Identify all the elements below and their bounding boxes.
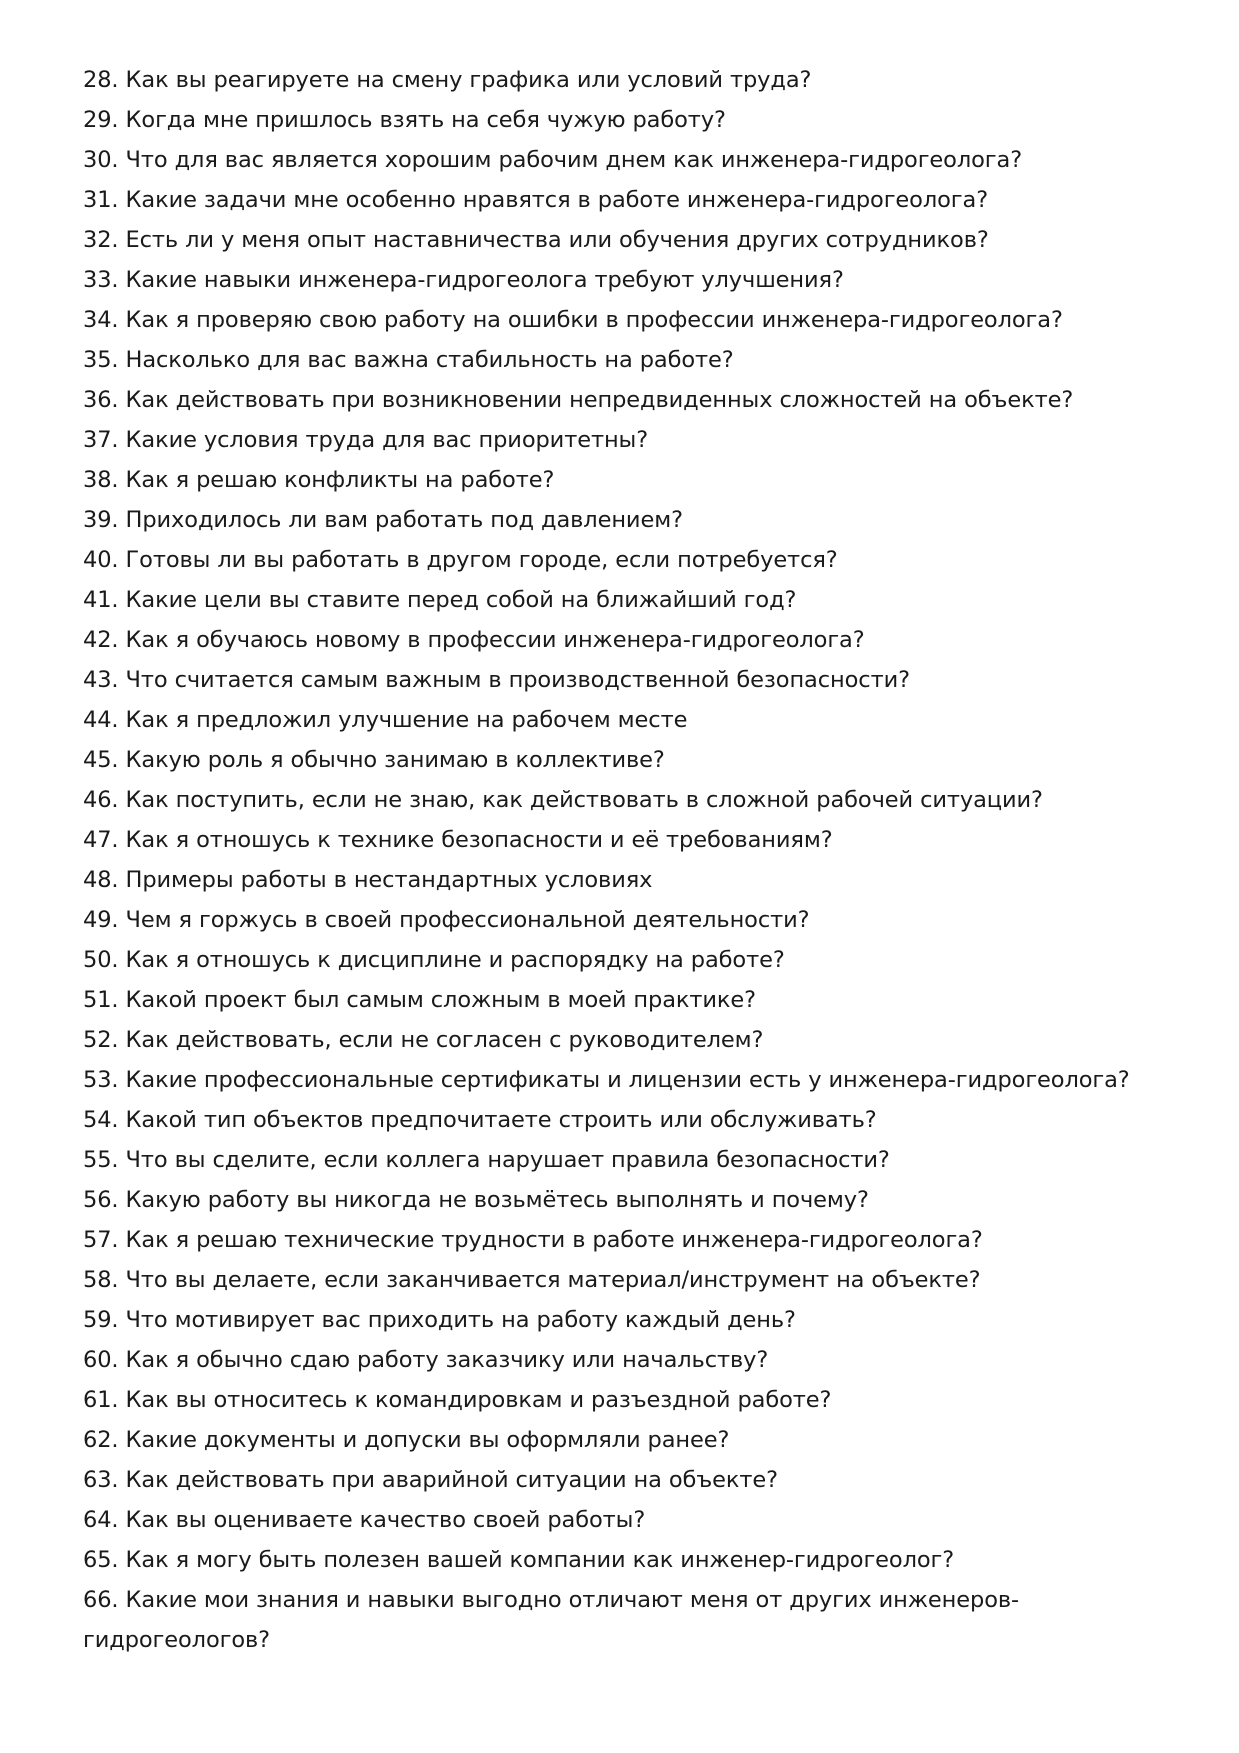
question-item: 50. Как я отношусь к дисциплине и распорядку на работе? [83, 947, 785, 973]
question-item: 28. Как вы реагируете на смену графика или условий труда? [83, 67, 812, 93]
question-item: 36. Как действовать при возникновении непредвиденных сложностей на объекте? [83, 387, 1074, 413]
question-item: 62. Какие документы и допуски вы оформляли ранее? [83, 1427, 730, 1453]
question-item: 43. Что считается самым важным в производственной безопасности? [83, 667, 910, 693]
question-item: 41. Какие цели вы ставите перед собой на ближайший год? [83, 587, 797, 613]
question-item: 55. Что вы сделите, если коллега нарушает правила безопасности? [83, 1147, 890, 1173]
question-item: 49. Чем я горжусь в своей профессиональной деятельности? [83, 907, 810, 933]
question-item: 58. Что вы делаете, если заканчивается материал/инструмент на объекте? [83, 1267, 981, 1293]
question-item: 63. Как действовать при аварийной ситуации на объекте? [83, 1467, 778, 1493]
question-item: 30. Что для вас является хорошим рабочим днем как инженера-гидрогеолога? [83, 147, 1023, 173]
question-item: 46. Как поступить, если не знаю, как действовать в сложной рабочей ситуации? [83, 787, 1043, 813]
question-item: 40. Готовы ли вы работать в другом городе, если потребуется? [83, 547, 838, 573]
question-item: 52. Как действовать, если не согласен с руководителем? [83, 1027, 764, 1053]
question-item: 44. Как я предложил улучшение на рабочем месте [83, 707, 688, 733]
question-item: 33. Какие навыки инженера-гидрогеолога требуют улучшения? [83, 267, 844, 293]
question-item: 53. Какие профессиональные сертификаты и лицензии есть у инженера-гидрогеолога? [83, 1067, 1130, 1093]
question-item: 65. Как я могу быть полезен вашей компании как инженер-гидрогеолог? [83, 1547, 955, 1573]
question-item: 37. Какие условия труда для вас приоритетны? [83, 427, 649, 453]
question-item: 47. Как я отношусь к технике безопасности и её требованиям? [83, 827, 833, 853]
question-item: 38. Как я решаю конфликты на работе? [83, 467, 555, 493]
question-item: 56. Какую работу вы никогда не возьмётесь выполнять и почему? [83, 1187, 869, 1213]
question-item: 48. Примеры работы в нестандартных условиях [83, 867, 653, 893]
question-list [83, 60, 1163, 1660]
question-item: 64. Как вы оцениваете качество своей работы? [83, 1507, 646, 1533]
question-item: 54. Какой тип объектов предпочитаете строить или обслуживать? [83, 1107, 877, 1133]
question-item: 61. Как вы относитесь к командировкам и разъездной работе? [83, 1387, 832, 1413]
question-item: 31. Какие задачи мне особенно нравятся в работе инженера-гидрогеолога? [83, 187, 989, 213]
question-item: 59. Что мотивирует вас приходить на работу каждый день? [83, 1307, 796, 1333]
question-item: 39. Приходилось ли вам работать под давлением? [83, 507, 683, 533]
question-item: 45. Какую роль я обычно занимаю в коллективе? [83, 747, 665, 773]
question-item: 34. Как я проверяю свою работу на ошибки в профессии инженера-гидрогеолога? [83, 307, 1063, 333]
question-item: 32. Есть ли у меня опыт наставничества или обучения других сотрудников? [83, 227, 989, 253]
question-item: 57. Как я решаю технические трудности в работе инженера-гидрогеолога? [83, 1227, 983, 1253]
question-item: 60. Как я обычно сдаю работу заказчику или начальству? [83, 1347, 769, 1373]
question-item: 29. Когда мне пришлось взять на себя чужую работу? [83, 107, 726, 133]
question-item: 42. Как я обучаюсь новому в профессии инженера-гидрогеолога? [83, 627, 865, 653]
question-item: 66. Какие мои знания и навыки выгодно отличают меня от других инженеров-гидрогеологов? [83, 1587, 1020, 1653]
question-item: 51. Какой проект был самым сложным в моей практике? [83, 987, 757, 1013]
question-item: 35. Насколько для вас важна стабильность на работе? [83, 347, 734, 373]
